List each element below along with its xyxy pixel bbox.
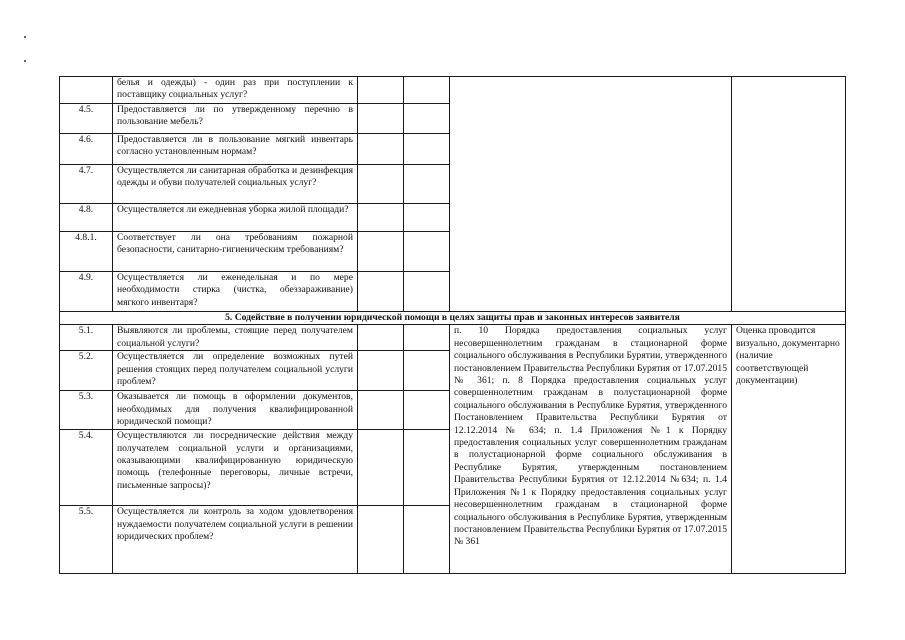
answer-cell bbox=[358, 272, 404, 312]
table-row bbox=[60, 325, 846, 351]
question-text: Оказывается ли помощь в оформлении документов, необходимых для получения квалифицированной юридической помощи? bbox=[113, 391, 358, 430]
row-number: 5.4. bbox=[60, 430, 113, 506]
answer-cell bbox=[404, 134, 450, 165]
answer-cell bbox=[358, 506, 404, 574]
answer-cell bbox=[404, 232, 450, 272]
question-text: Соответствует ли она требованиям пожарной безопасности, санитарно-гигиеническим требованиям? bbox=[113, 232, 358, 272]
answer-cell bbox=[404, 272, 450, 312]
answer-cell bbox=[404, 506, 450, 574]
legal-basis-text: п. 10 Порядка предоставления социальных услуг несовершеннолетним гражданам в стационарной форме социального обслуживания в Республики Бурятии, утвержденного постановлением Правительства Республики Бурятия от 17.07.2015 № 361; п. 8 Порядка предоставления социальных услуг совершеннолетним гражданам в полустационарной форме социального обслуживания в Республике Бурятия, утвержденного Постановлением Правительства Республики Бурятия от 12.12.2014 № 634; п. 1.4 Приложения №1 к Порядку предоставления социальных услуг совершеннолетним гражданам в полустационарной форме социального обслуживания в Республике Бурятия, утвержденным постановлением Правительства Республики Бурятия от 12.12.2014 №634; п. 1.4 Приложения №1 к Порядку предоставления социальных услуг несовершеннолетним гражданам в стационарной форме социального обслуживания в Республике Бурятия, утвержденным постановлением Правительства Республики Бурятия от 17.07.2015 № 361 bbox=[450, 325, 732, 574]
question-text: Осуществляется ли санитарная обработка и дезинфекция одежды и обуви получателей социальных услуг? bbox=[113, 165, 358, 204]
question-text: Предоставляется ли в пользование мягкий инвентарь согласно установленным нормам? bbox=[113, 134, 358, 165]
answer-cell bbox=[404, 77, 450, 104]
scan-speck bbox=[24, 36, 26, 38]
answer-cell bbox=[404, 165, 450, 204]
evaluation-cell bbox=[732, 77, 846, 312]
question-text: Осуществляется ли определение возможных путей решения стоящих перед получателем социальной услуги проблем? bbox=[113, 351, 358, 391]
question-text: белья и одежды) - один раз при поступлении к поставщику социальных услуг? bbox=[113, 77, 358, 104]
answer-cell bbox=[358, 391, 404, 430]
answer-cell bbox=[358, 325, 404, 351]
answer-cell bbox=[404, 391, 450, 430]
row-number: 4.8.1. bbox=[60, 232, 113, 272]
row-number: 4.9. bbox=[60, 272, 113, 312]
row-number: 5.2. bbox=[60, 351, 113, 391]
answer-cell bbox=[358, 351, 404, 391]
row-number: 5.5. bbox=[60, 506, 113, 574]
question-text: Осуществляется ли ежедневная уборка жилой площади? bbox=[113, 204, 358, 232]
evaluation-method-text: Оценка проводится визуально, документарно (наличие соответствующей документации) bbox=[732, 325, 846, 574]
question-text: Осуществляются ли посреднические действия между получателем социальной услуги и организациями, оказывающими квалифицированную юридическую помощь (телефонные переговоры, личные встречи, письменные запросы)? bbox=[113, 430, 358, 506]
answer-cell bbox=[358, 165, 404, 204]
answer-cell bbox=[358, 232, 404, 272]
answer-cell bbox=[404, 430, 450, 506]
row-number: 5.1. bbox=[60, 325, 113, 351]
table-row bbox=[60, 77, 846, 104]
row-number: 4.6. bbox=[60, 134, 113, 165]
section-header-row bbox=[60, 312, 846, 325]
row-number: 4.8. bbox=[60, 204, 113, 232]
row-number bbox=[60, 77, 113, 104]
answer-cell bbox=[358, 430, 404, 506]
question-text: Предоставляется ли по утвержденному перечню в пользование мебель? bbox=[113, 104, 358, 134]
question-text: Выявляются ли проблемы, стоящие перед получателем социальной услуги? bbox=[113, 325, 358, 351]
answer-cell bbox=[404, 351, 450, 391]
inspection-checklist-table bbox=[59, 76, 846, 574]
section-title: 5. Содействие в получении юридической помощи в целях защиты прав и законных интересов заявителя bbox=[60, 312, 846, 325]
answer-cell bbox=[358, 77, 404, 104]
answer-cell bbox=[404, 325, 450, 351]
scan-speck bbox=[24, 60, 26, 62]
answer-cell bbox=[404, 104, 450, 134]
row-number: 5.3. bbox=[60, 391, 113, 430]
row-number: 4.7. bbox=[60, 165, 113, 204]
answer-cell bbox=[358, 104, 404, 134]
answer-cell bbox=[358, 134, 404, 165]
answer-cell bbox=[404, 204, 450, 232]
row-number: 4.5. bbox=[60, 104, 113, 134]
question-text: Осуществляется ли еженедельная и по мере необходимости стирка (чистка, обеззараживание) мягкого инвентаря? bbox=[113, 272, 358, 312]
question-text: Осуществляется ли контроль за ходом удовлетворения нуждаемости получателем социальной услуги в решении юридических проблем? bbox=[113, 506, 358, 574]
basis-cell bbox=[450, 77, 732, 312]
answer-cell bbox=[358, 204, 404, 232]
